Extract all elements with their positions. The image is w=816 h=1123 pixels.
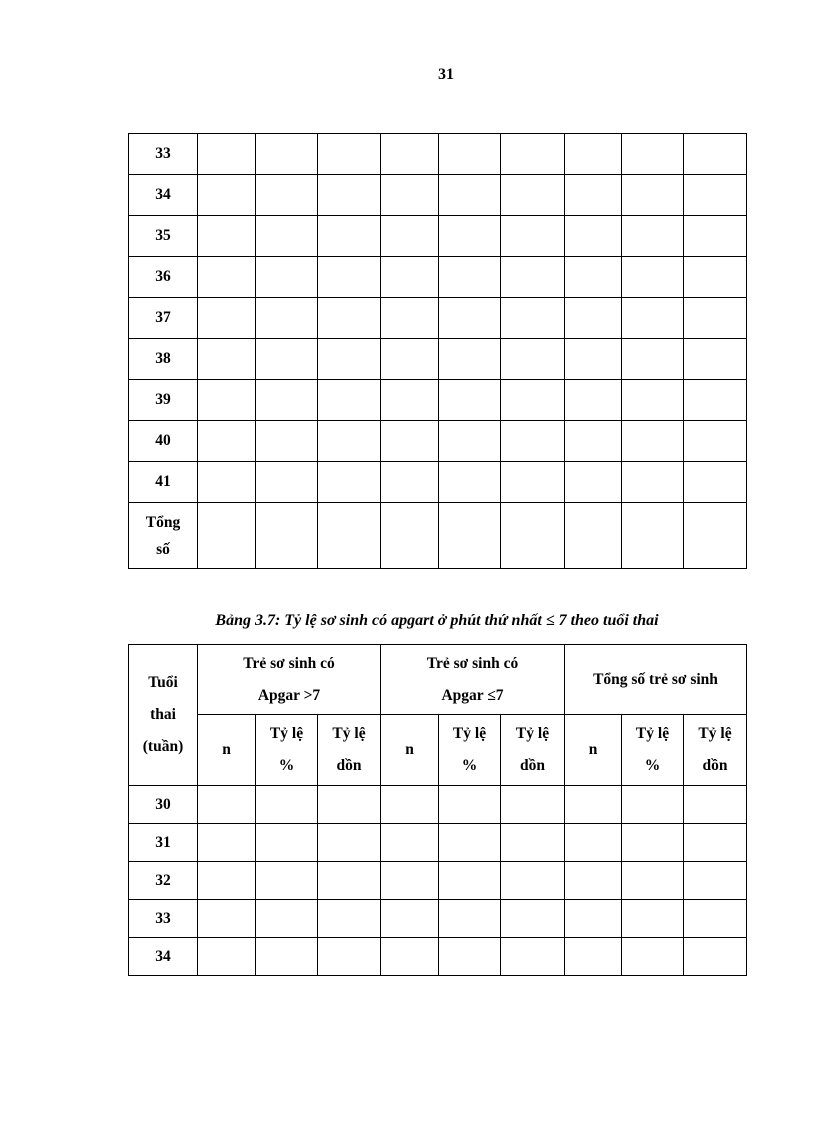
empty-cell [622, 938, 684, 976]
empty-cell [622, 339, 684, 380]
empty-cell [439, 339, 501, 380]
empty-cell [501, 421, 565, 462]
empty-cell [439, 216, 501, 257]
empty-cell [256, 786, 318, 824]
empty-cell [198, 503, 256, 569]
empty-cell [198, 257, 256, 298]
empty-cell [501, 380, 565, 421]
header-cumulative-rate [501, 715, 565, 786]
empty-cell [256, 900, 318, 938]
header-group1-line1: Trẻ sơ sinh có [243, 654, 335, 672]
row-label: 40 [129, 421, 198, 462]
empty-cell [256, 134, 318, 175]
empty-cell [622, 824, 684, 862]
header-rate-line1: Tỷ lệ [635, 725, 670, 742]
table-row [129, 175, 747, 216]
header-total-newborns: Tổng số trẻ sơ sinh [565, 645, 747, 715]
row-label: 35 [129, 216, 198, 257]
gestational-age-table-continued [128, 133, 747, 569]
empty-cell [501, 503, 565, 569]
table-row [129, 938, 747, 976]
empty-cell [622, 257, 684, 298]
empty-cell [381, 339, 439, 380]
empty-cell [318, 786, 381, 824]
empty-cell [381, 900, 439, 938]
header-group1-line2: Apgar >7 [257, 686, 321, 704]
empty-cell [256, 503, 318, 569]
header-age-line1: Tuổi [148, 674, 178, 691]
empty-cell [318, 862, 381, 900]
header-n: n [198, 715, 256, 786]
empty-cell [256, 175, 318, 216]
empty-cell [622, 503, 684, 569]
empty-cell [684, 380, 747, 421]
empty-cell [684, 298, 747, 339]
header-rate-line1: Tỷ lệ [269, 725, 304, 742]
empty-cell [684, 862, 747, 900]
empty-cell [565, 380, 622, 421]
empty-cell [501, 862, 565, 900]
empty-cell [318, 298, 381, 339]
empty-cell [381, 824, 439, 862]
empty-cell [256, 257, 318, 298]
empty-cell [501, 824, 565, 862]
empty-cell [565, 339, 622, 380]
header-rate-line2: % [278, 757, 295, 774]
empty-cell [318, 900, 381, 938]
empty-cell [198, 421, 256, 462]
empty-cell [198, 298, 256, 339]
header-rate-line1: Tỷ lệ [452, 725, 487, 742]
empty-cell [318, 503, 381, 569]
empty-cell [439, 824, 501, 862]
empty-cell [198, 900, 256, 938]
empty-cell [684, 503, 747, 569]
row-label: 34 [129, 175, 198, 216]
row-label: 33 [129, 900, 198, 938]
header-cum-line2: dồn [702, 757, 728, 774]
empty-cell [622, 134, 684, 175]
empty-cell [622, 462, 684, 503]
table-row [129, 134, 747, 175]
row-label: 34 [129, 938, 198, 976]
empty-cell [622, 298, 684, 339]
empty-cell [318, 339, 381, 380]
header-cumulative-rate [318, 715, 381, 786]
empty-cell [198, 175, 256, 216]
empty-cell [318, 134, 381, 175]
header-cum-line1: Tỷ lệ [515, 725, 550, 742]
row-label: 31 [129, 824, 198, 862]
empty-cell [198, 134, 256, 175]
empty-cell [684, 824, 747, 862]
header-rate-line2: % [644, 757, 661, 774]
empty-cell [501, 134, 565, 175]
header-rate-line2: % [461, 757, 478, 774]
empty-cell [256, 298, 318, 339]
header-cumulative-rate [684, 715, 747, 786]
empty-cell [565, 298, 622, 339]
empty-cell [439, 257, 501, 298]
empty-cell [198, 938, 256, 976]
header-apgar-at-most-7 [381, 645, 565, 715]
apgar-by-gestational-age-table [128, 644, 747, 976]
empty-cell [381, 786, 439, 824]
empty-cell [198, 824, 256, 862]
header-cum-line1: Tỷ lệ [332, 725, 366, 742]
total-label-line2: số [156, 540, 170, 558]
header-cum-line1: Tỷ lệ [698, 725, 732, 742]
empty-cell [501, 900, 565, 938]
empty-cell [684, 257, 747, 298]
empty-cell [381, 175, 439, 216]
empty-cell [381, 862, 439, 900]
empty-cell [439, 175, 501, 216]
empty-cell [439, 900, 501, 938]
empty-cell [381, 380, 439, 421]
empty-cell [684, 938, 747, 976]
header-rate-percent [439, 715, 501, 786]
total-label-line1: Tổng [145, 513, 181, 531]
header-apgar-above-7 [198, 645, 381, 715]
header-rate-percent [622, 715, 684, 786]
empty-cell [622, 216, 684, 257]
empty-cell [622, 175, 684, 216]
empty-cell [439, 134, 501, 175]
empty-cell [381, 298, 439, 339]
empty-cell [684, 175, 747, 216]
empty-cell [256, 938, 318, 976]
empty-cell [684, 339, 747, 380]
empty-cell [684, 134, 747, 175]
empty-cell [256, 216, 318, 257]
empty-cell [198, 380, 256, 421]
empty-cell [318, 421, 381, 462]
empty-cell [198, 462, 256, 503]
empty-cell [501, 938, 565, 976]
empty-cell [565, 134, 622, 175]
empty-cell [439, 421, 501, 462]
header-n: n [381, 715, 439, 786]
empty-cell [381, 134, 439, 175]
empty-cell [318, 938, 381, 976]
total-label [129, 503, 198, 569]
empty-cell [318, 462, 381, 503]
header-cum-line2: dồn [336, 757, 362, 774]
empty-cell [198, 216, 256, 257]
empty-cell [501, 298, 565, 339]
empty-cell [565, 900, 622, 938]
table-row [129, 298, 747, 339]
empty-cell [684, 900, 747, 938]
empty-cell [318, 824, 381, 862]
header-age-line3: (tuần) [142, 738, 184, 755]
header-group2-line2: Apgar ≤7 [441, 686, 504, 704]
empty-cell [684, 786, 747, 824]
empty-cell [318, 257, 381, 298]
empty-cell [439, 786, 501, 824]
empty-cell [439, 938, 501, 976]
empty-cell [198, 862, 256, 900]
empty-cell [684, 421, 747, 462]
empty-cell [565, 786, 622, 824]
table-row [129, 900, 747, 938]
empty-cell [439, 462, 501, 503]
header-n: n [565, 715, 622, 786]
header-group2-line1: Trẻ sơ sinh có [426, 654, 519, 672]
empty-cell [501, 786, 565, 824]
row-label: 37 [129, 298, 198, 339]
empty-cell [256, 824, 318, 862]
empty-cell [381, 421, 439, 462]
empty-cell [439, 298, 501, 339]
empty-cell [565, 824, 622, 862]
empty-cell [198, 786, 256, 824]
row-label: 33 [129, 134, 198, 175]
row-label: 32 [129, 862, 198, 900]
empty-cell [684, 216, 747, 257]
empty-cell [622, 900, 684, 938]
table-row [129, 824, 747, 862]
empty-cell [565, 503, 622, 569]
empty-cell [198, 339, 256, 380]
empty-cell [381, 503, 439, 569]
empty-cell [318, 175, 381, 216]
empty-cell [439, 862, 501, 900]
row-label: 41 [129, 462, 198, 503]
row-label: 38 [129, 339, 198, 380]
table-row [129, 421, 747, 462]
empty-cell [256, 339, 318, 380]
empty-cell [501, 339, 565, 380]
empty-cell [565, 862, 622, 900]
table-row [129, 257, 747, 298]
empty-cell [565, 421, 622, 462]
empty-cell [256, 862, 318, 900]
empty-cell [565, 938, 622, 976]
table-row [129, 216, 747, 257]
empty-cell [381, 938, 439, 976]
empty-cell [318, 216, 381, 257]
header-rate-percent [256, 715, 318, 786]
row-label: 39 [129, 380, 198, 421]
empty-cell [256, 380, 318, 421]
empty-cell [256, 421, 318, 462]
table-row [129, 862, 747, 900]
empty-cell [501, 257, 565, 298]
empty-cell [381, 216, 439, 257]
header-age-line2: thai [150, 706, 176, 723]
empty-cell [501, 175, 565, 216]
empty-cell [439, 380, 501, 421]
table-row [129, 339, 747, 380]
empty-cell [381, 257, 439, 298]
table-row [129, 380, 747, 421]
empty-cell [501, 216, 565, 257]
table-row [129, 786, 747, 824]
header-gestational-age [129, 645, 198, 786]
row-label: 36 [129, 257, 198, 298]
empty-cell [565, 257, 622, 298]
empty-cell [565, 175, 622, 216]
header-cum-line2: dồn [520, 757, 545, 774]
total-row [129, 503, 747, 569]
empty-cell [684, 462, 747, 503]
empty-cell [622, 421, 684, 462]
empty-cell [565, 462, 622, 503]
empty-cell [622, 862, 684, 900]
empty-cell [318, 380, 381, 421]
empty-cell [501, 462, 565, 503]
table-row [129, 462, 747, 503]
empty-cell [439, 503, 501, 569]
empty-cell [381, 462, 439, 503]
empty-cell [622, 786, 684, 824]
empty-cell [256, 462, 318, 503]
row-label: 30 [129, 786, 198, 824]
empty-cell [622, 380, 684, 421]
page-number: 31 [438, 66, 454, 83]
table-caption: Bảng 3.7: Tỷ lệ sơ sinh có apgart ở phút thứ nhất ≤ 7 theo tuổi thai [215, 612, 659, 629]
empty-cell [565, 216, 622, 257]
